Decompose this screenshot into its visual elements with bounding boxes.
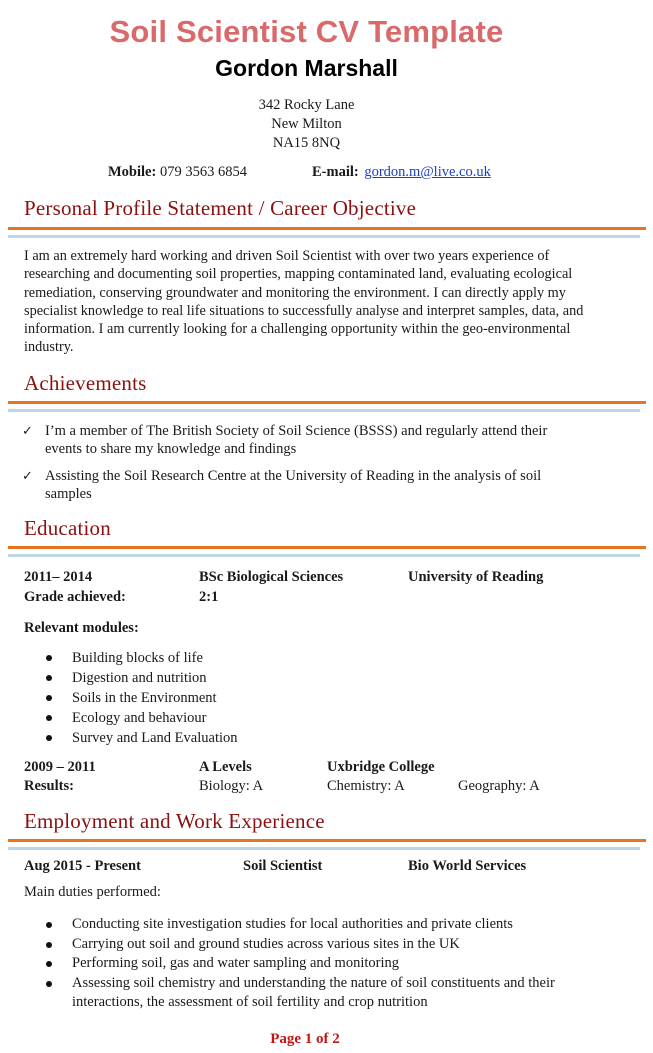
grade-label: Grade achieved: xyxy=(24,589,126,605)
bullet-icon xyxy=(46,961,52,967)
section-divider xyxy=(8,839,646,842)
cv-title: Soil Scientist CV Template xyxy=(109,14,504,49)
duties-label: Main duties performed: xyxy=(24,884,161,900)
email-link[interactable]: gordon.m@live.co.uk xyxy=(364,164,491,180)
checkmark-icon: ✓ xyxy=(22,468,33,483)
section-divider-light xyxy=(8,409,640,412)
list-item xyxy=(46,688,606,708)
list-item xyxy=(46,915,606,935)
section-divider xyxy=(8,227,646,230)
result-geography: Geography: A xyxy=(458,778,540,794)
address-line-1: 342 Rocky Lane xyxy=(258,97,355,113)
section-divider xyxy=(8,546,646,549)
list-item xyxy=(46,954,606,974)
address-line-2: New Milton xyxy=(271,116,342,132)
degree-institution: University of Reading xyxy=(408,569,544,585)
module-text: Ecology and behaviour xyxy=(72,710,207,726)
alevel-course: A Levels xyxy=(199,759,252,775)
module-text: Survey and Land Evaluation xyxy=(72,730,238,746)
duty-text: Carrying out soil and ground studies across various sites in the UK xyxy=(72,935,460,952)
checkmark-icon: ✓ xyxy=(22,423,33,438)
mobile-label: Mobile: xyxy=(108,164,157,180)
module-text: Digestion and nutrition xyxy=(72,670,207,686)
list-item xyxy=(46,974,606,1014)
email-contact xyxy=(312,164,491,181)
duties-list xyxy=(46,915,606,1014)
bullet-icon xyxy=(46,695,52,701)
mobile-contact xyxy=(108,164,247,181)
mobile-value: 079 3563 6854 xyxy=(159,164,247,180)
duty-text: Conducting site investigation studies for local authorities and private clients xyxy=(72,916,513,932)
bullet-icon xyxy=(46,942,52,948)
result-biology: Biology: A xyxy=(199,778,264,794)
bullet-icon xyxy=(46,655,52,661)
profile-text: I am an extremely hard working and driven Soil Scientist with over two years experience of researching and documenting soil properties, mapping contaminated land, evaluating ecological remediation, conserving groundwater and monitoring the environment. I can directly apply my specialist knowledge to real life situations to successfully analyse and interpret samples, data, and information. I am currently looking for a challenging opportunity within the geo-environmental industry. xyxy=(24,248,584,356)
bullet-icon xyxy=(46,675,52,681)
profile-heading: Personal Profile Statement / Career Objective xyxy=(24,196,417,220)
list-item xyxy=(46,728,606,748)
job-dates: Aug 2015 - Present xyxy=(24,858,141,874)
bullet-icon xyxy=(46,922,52,928)
results-label: Results: xyxy=(24,778,74,794)
bullet-icon xyxy=(46,735,52,741)
achievements-heading: Achievements xyxy=(24,371,147,395)
page-number: Page 1 of 2 xyxy=(270,1031,340,1047)
duty-text: Assessing soil chemistry and understanding the nature of soil constituents and their interactions, the assessment of soil fertility and crop nutrition xyxy=(72,974,555,1010)
section-divider-light xyxy=(8,847,640,850)
employment-heading: Employment and Work Experience xyxy=(24,809,325,833)
module-text: Building blocks of life xyxy=(72,650,203,666)
section-divider xyxy=(8,401,646,404)
list-item xyxy=(46,935,606,955)
education-heading: Education xyxy=(24,516,111,540)
job-company: Bio World Services xyxy=(408,858,527,874)
address-line-3: NA15 8NQ xyxy=(272,135,341,151)
list-item xyxy=(46,708,606,728)
achievement-text: I’m a member of The British Society of Soil Science (BSSS) and regularly attend their events to share my knowledge and findings xyxy=(45,423,548,458)
duty-text: Performing soil, gas and water sampling and monitoring xyxy=(72,955,400,971)
email-label: E-mail: xyxy=(312,164,359,180)
list-item xyxy=(46,668,606,688)
bullet-icon xyxy=(46,715,52,721)
section-divider-light xyxy=(8,554,640,557)
module-text: Soils in the Environment xyxy=(72,690,217,706)
candidate-name: Gordon Marshall xyxy=(215,55,398,81)
alevel-institution: Uxbridge College xyxy=(327,759,435,775)
degree-course: BSc Biological Sciences xyxy=(199,569,344,585)
alevel-dates: 2009 – 2011 xyxy=(24,759,96,775)
modules-list xyxy=(46,648,606,748)
list-item xyxy=(46,648,606,668)
grade-value: 2:1 xyxy=(199,589,219,605)
section-divider-light xyxy=(8,235,640,238)
job-role: Soil Scientist xyxy=(243,858,323,874)
degree-dates: 2011– 2014 xyxy=(24,569,93,585)
modules-label: Relevant modules: xyxy=(24,620,139,636)
bullet-icon xyxy=(46,981,52,987)
result-chemistry: Chemistry: A xyxy=(327,778,405,794)
achievement-text: Assisting the Soil Research Centre at the University of Reading in the analysis of soil samples xyxy=(45,468,542,503)
